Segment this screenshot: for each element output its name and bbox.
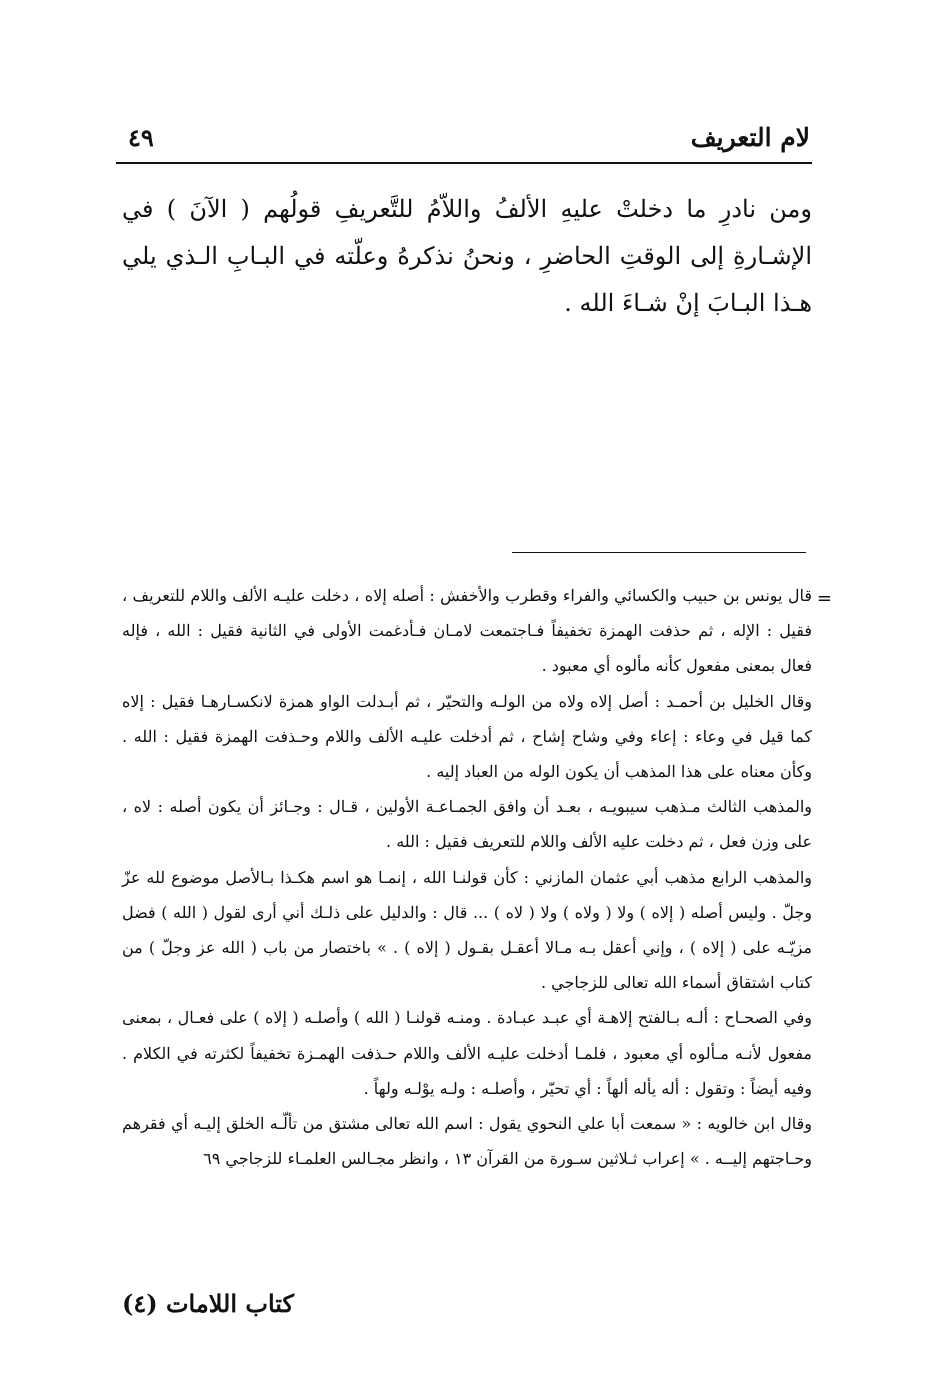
running-title: لام التعريف <box>690 123 810 152</box>
footnote-separator <box>512 552 806 553</box>
footnote-paragraph: والمذهب الثالث مـذهب سيبويـه ، بعـد أن وافق الجمـاعـة الأولين ، قـال : وجـائز أن يكون أصله : لاه ، على وزن فعل ، ثم دخلت عليه الألف واللام للتعريف فقيل : الله . <box>122 797 812 852</box>
main-paragraph: ومن نادرِ ما دخلتْ عليهِ الألفُ واللاّمُ للتَّعريفِ قولُهم ( الآنَ ) في الإشـارةِ إلى الوقتِ الحاضرِ ، ونحنُ نذكرهُ وعلّته في البـابِ الـذي يلي هـذا البـابَ إنْ شـاءَ الله . <box>122 195 812 317</box>
footnotes <box>122 578 812 1176</box>
footnote-paragraph: وقال ابن خالويه : « سمعت أبا علي النحوي يقول : اسم الله تعالى مشتق من تألّـه الخلق إليـه أي فقرهم وحـاجتهم إليــه . » إعراب ثـلاثين سـورة من القرآن ١٣ ، وانظر مجـالس العلمـاء للزجاجي ٦٩ <box>122 1114 813 1169</box>
footnote-paragraph: قال يونس بن حبيب والكسائي والفراء وقطرب والأخفش : أصله إلاه ، دخلت عليـه الألف واللام للتعريف ، فقيل : الإله ، ثم حذفت الهمزة تخفيفاً فـاجتمعت لامـان فـأدغمت الأولى في الثانية فقيل : الله ، فإله فعال بمعنى مفعول كأنه مألوه أي معبود . <box>122 586 812 676</box>
page-header <box>118 118 810 158</box>
page-number: ٤٩ <box>128 123 154 152</box>
footnote-paragraph: وفي الصحـاح : ألـه بـالفتح إلاهـة أي عبـد عبـادة . ومنـه قولنـا ( الله ) وأصلـه ( إلاه ) على فعـال ، بمعنى مفعول لأنـه مـألوه أي معبود ، فلمـا أدخلت عليـه الألف واللام حـذفت الهمـزة تخفيفاً لكثرته في الكلام . وفيه أيضاً : وتقول : أله يأله ألهاً : أي تحيّر ، وأصلـه : ولـه يوْلـه ولهاً . <box>122 1008 812 1098</box>
header-rule <box>116 162 812 164</box>
footnote-continuation-marker: = <box>816 588 832 609</box>
page-footer: كتاب اللامات (٤) <box>122 1289 294 1318</box>
footnote-paragraph: والمذهب الرابع مذهب أبي عثمان المازني : كأن قولنـا الله ، إنمـا هو اسم هكـذا بـالأصل موضوع لله عزّ وجلّ . وليس أصله ( إلاه ) ولا ( ولاه ) ولا ( لاه ) ... قال : والدليل على ذلـك أني أرى لقول ( الله ) فضل مزيّـه على ( إلاه ) ، وإني أعقل بـه مـالا أعقـل بقـول ( إلاه ) . » باختصار من باب ( الله عز وجلّ ) من كتاب اشتقاق أسماء الله تعالى للزجاجي . <box>122 867 813 993</box>
footnote-paragraph: وقال الخليل بن أحمـد : أصل إلاه ولاه من الولـه والتحيّر ، ثم أبـدلت الواو همزة لانكسـارهـا فقيل : إلاه كما قيل في وعاء : إعاء وفي وشاح إشاح ، ثم أدخلت عليـه الألف واللام وحـذفت الهمزة فقيل : الله . وكأن معناه على هذا المذهب أن يكون الوله من العباد إليه . <box>122 691 813 782</box>
main-text <box>122 186 812 327</box>
